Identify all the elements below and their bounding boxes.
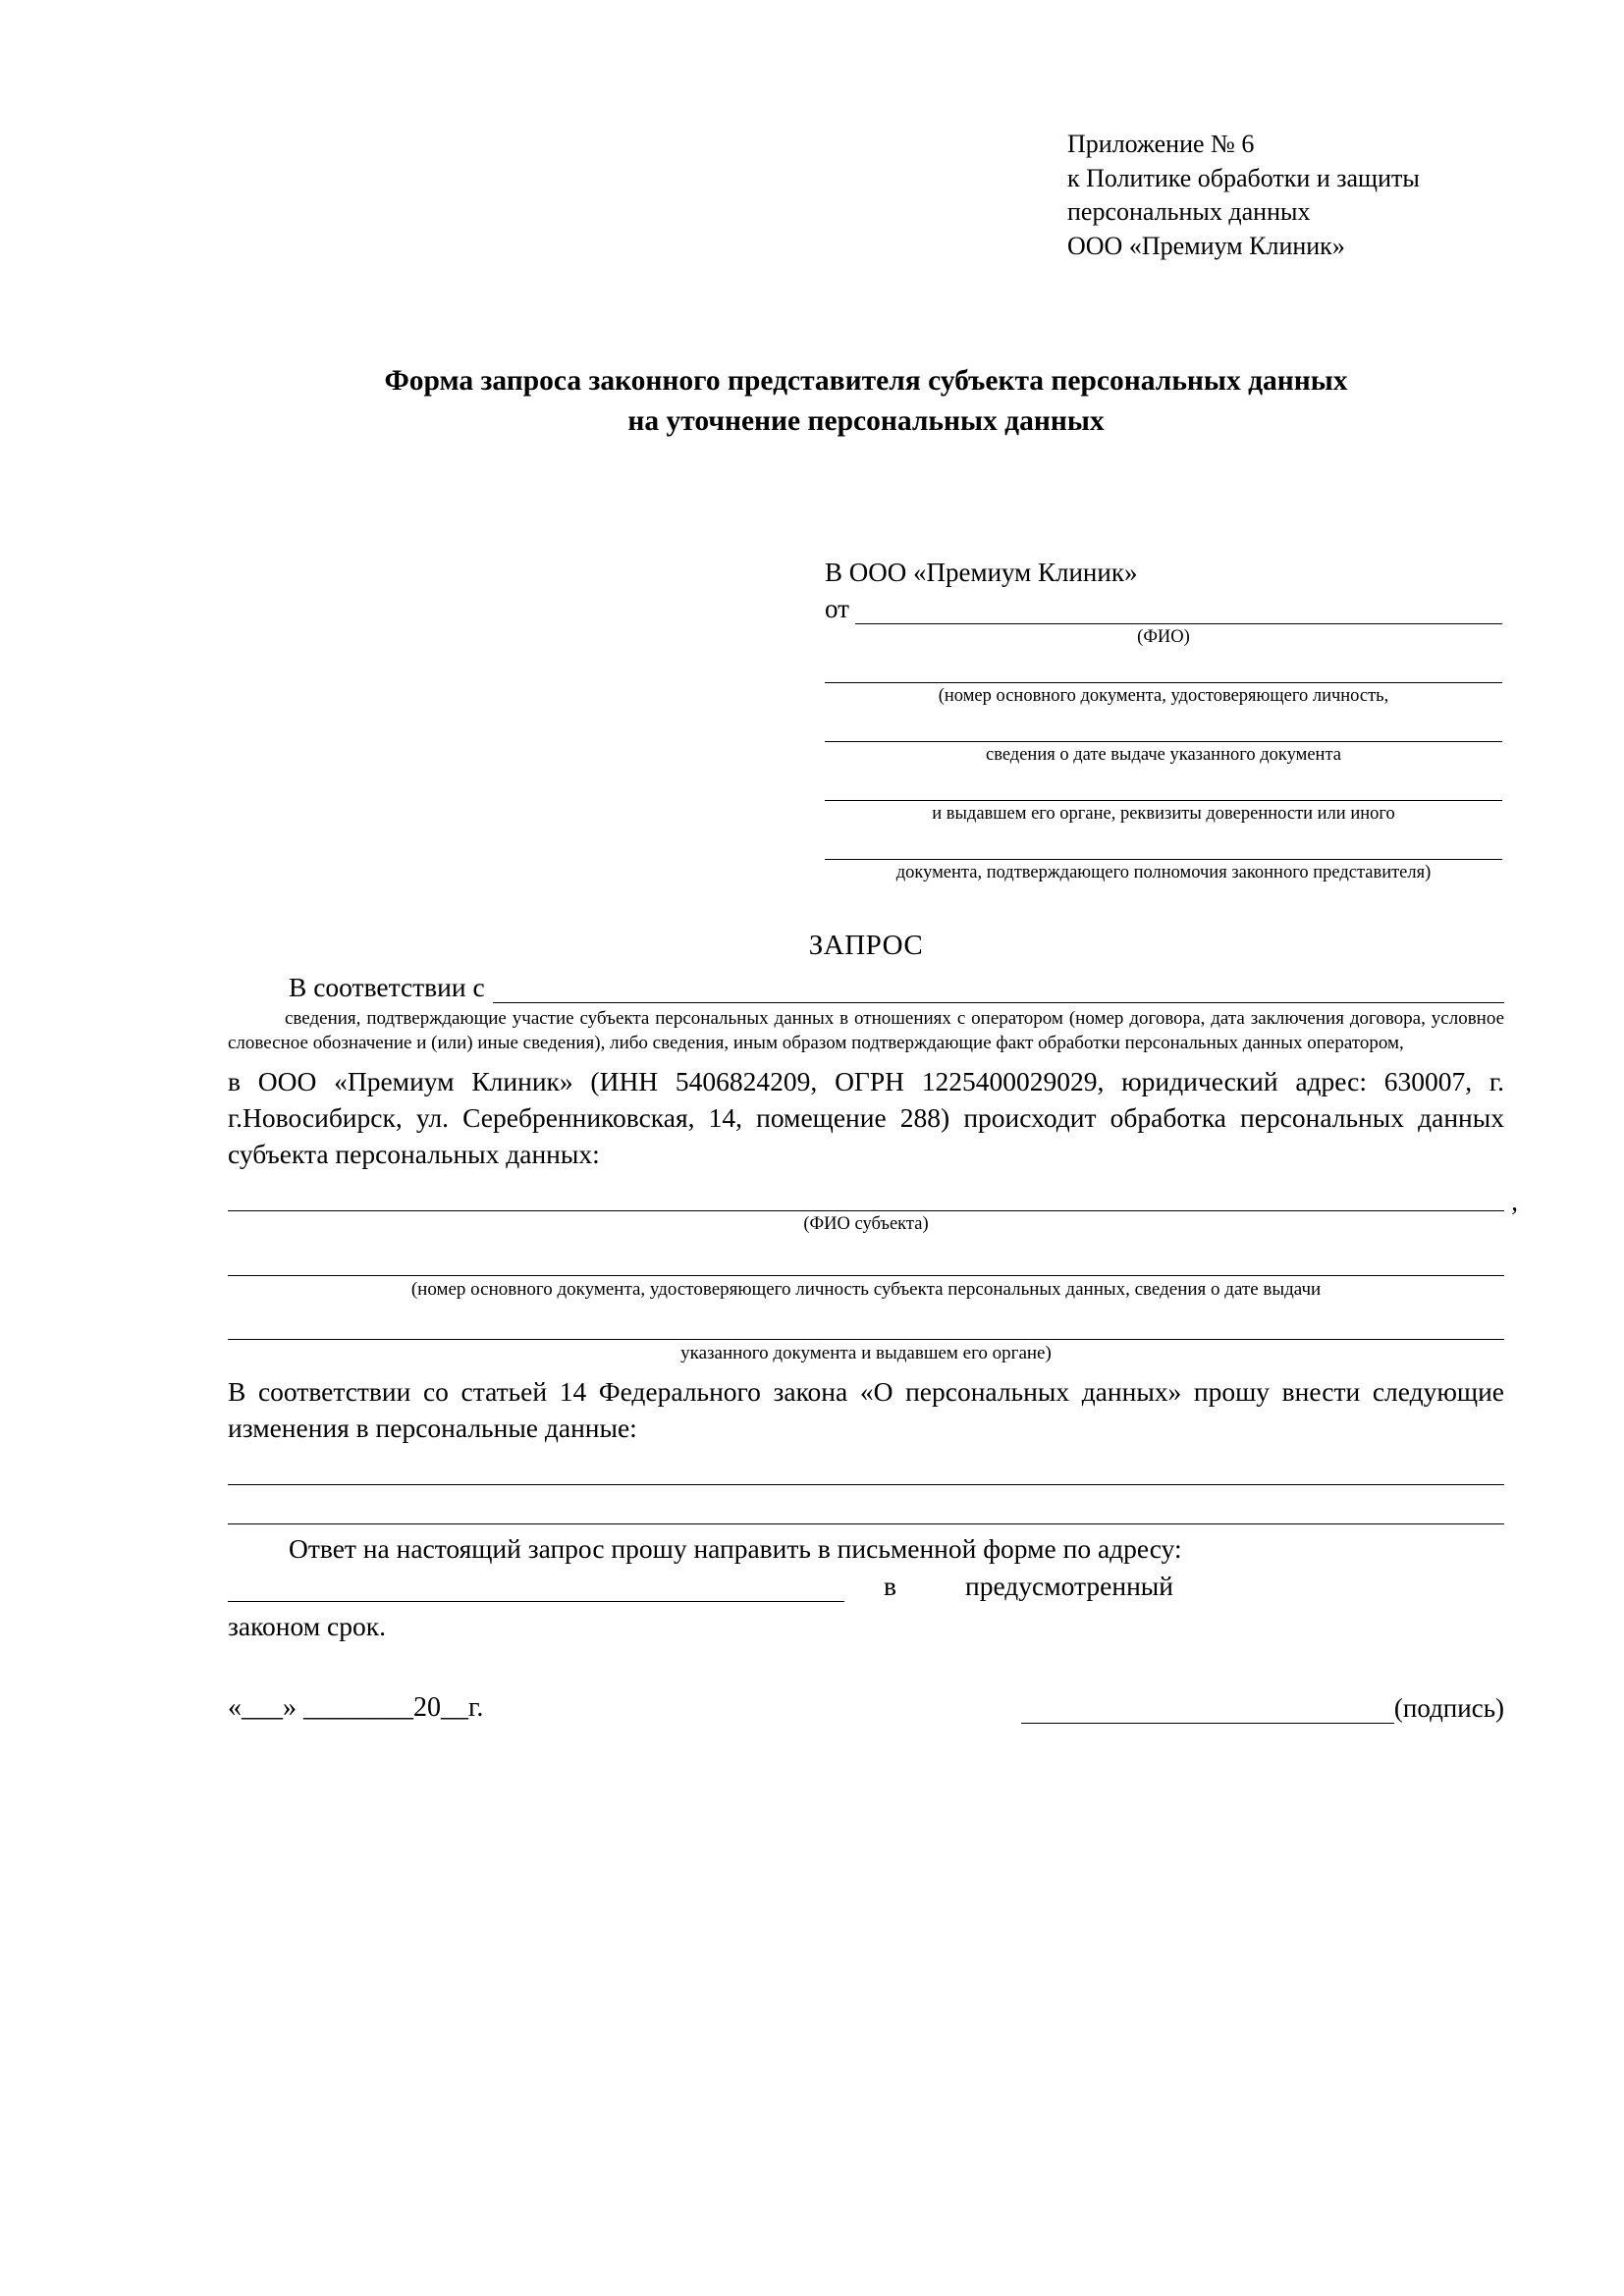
subject-fio-input-line[interactable] (228, 1210, 1504, 1211)
request-heading: ЗАПРОС (808, 929, 924, 961)
answer-tail-word: предусмотренный (965, 1571, 1173, 1602)
answer-address-row (228, 1571, 1504, 1602)
from-input-line[interactable] (855, 598, 1502, 624)
caption-fio: (ФИО) (1137, 626, 1190, 647)
basis-note (228, 1006, 1504, 1055)
from-label: от (825, 593, 849, 623)
addressee-block (825, 558, 1502, 884)
caption-doc-authority: документа, подтверждающего полномочия законного представителя) (895, 862, 1432, 882)
basis-note-text: сведения, подтверждающие участие субъекта персональных данных в отношениях с оператором (номер договора, дата заключения договора, условное словесное обозначение и (или) иные сведения), либо сведения, иным образом подтверждающие факт обработки персональных данных оператором, (228, 1007, 1504, 1054)
subject-doc-row-2 (228, 1301, 1504, 1340)
page-title (228, 361, 1504, 441)
answer-mid-word: в (884, 1571, 896, 1602)
caption-doc-date: сведения о дате выдаче указанного документа (986, 744, 1341, 765)
basis-label: В соответствии с (289, 971, 485, 1002)
signature-input-line[interactable] (1021, 1697, 1394, 1724)
doc-issuer-input-line[interactable] (825, 767, 1502, 801)
document-content (228, 128, 1518, 1724)
caption-subject-doc-2: указанного документа и выдавшем его органе) (680, 1343, 1052, 1364)
signature-row (228, 1692, 1504, 1724)
caption-subject-fio: (ФИО субъекта) (803, 1214, 929, 1235)
subject-fio-row (228, 1172, 1518, 1217)
basis-field-row (228, 972, 1504, 1003)
appendix-line-2: к Политике обработки и защиты (1067, 163, 1420, 192)
page-title-line-1: Форма запроса законного представителя субъекта персональных данных (384, 365, 1348, 398)
law-paragraph: В соответствии со статьей 14 Федерального закона «О персональных данных» прошу внести следующие изменения в персональные данные: (228, 1376, 1504, 1444)
changes-input-line-2[interactable] (228, 1523, 1504, 1524)
addressee-organization: В ООО «Премиум Клиник» (825, 557, 1138, 587)
changes-row-2 (228, 1485, 1504, 1524)
answer-address-input-line[interactable] (228, 1572, 844, 1602)
subject-doc-row (228, 1237, 1504, 1276)
subject-doc-input-line-2[interactable] (228, 1339, 1504, 1340)
subject-fio-comma: , (1511, 1187, 1518, 1217)
appendix-line-4: ООО «Премиум Клиник» (1067, 231, 1345, 260)
page-title-line-2: на уточнение персональных данных (627, 405, 1105, 438)
caption-subject-doc-1: (номер основного документа, удостоверяющего личность субъекта персональных данных, сведения о дате выдачи (410, 1278, 1322, 1300)
appendix-header (1067, 128, 1504, 263)
doc-date-input-line[interactable] (825, 708, 1502, 742)
answer-paragraph: Ответ на настоящий запрос прошу направить в письменной форме по адресу: (289, 1533, 1182, 1565)
caption-doc-number: (номер основного документа, удостоверяющего личность, (938, 685, 1389, 706)
basis-input-line[interactable] (493, 977, 1504, 1003)
operator-paragraph: в ООО «Премиум Клиник» (ИНН 5406824209, ОГРН 1225400029029, юридический адрес: 630007, г. г.Новосибирск, ул. Серебренниковская, 14, помещение 288) происходит обработка персональных данных субъекта персональных данных: (228, 1066, 1504, 1170)
changes-row-1 (228, 1446, 1504, 1485)
answer-last-line: законом срок. (228, 1611, 386, 1642)
appendix-line-1: Приложение № 6 (1067, 130, 1255, 158)
doc-number-input-line[interactable] (825, 649, 1502, 683)
appendix-line-3: персональных данных (1067, 197, 1311, 227)
date-field[interactable]: «___» ________20__г. (228, 1691, 484, 1723)
subject-doc-input-line[interactable] (228, 1275, 1504, 1276)
caption-doc-issuer: и выдавшем его органе, реквизиты доверенности или иного (932, 803, 1395, 824)
doc-authority-input-line[interactable] (825, 826, 1502, 860)
signature-label: (подпись) (1393, 1692, 1504, 1723)
from-field-row (825, 594, 1502, 624)
